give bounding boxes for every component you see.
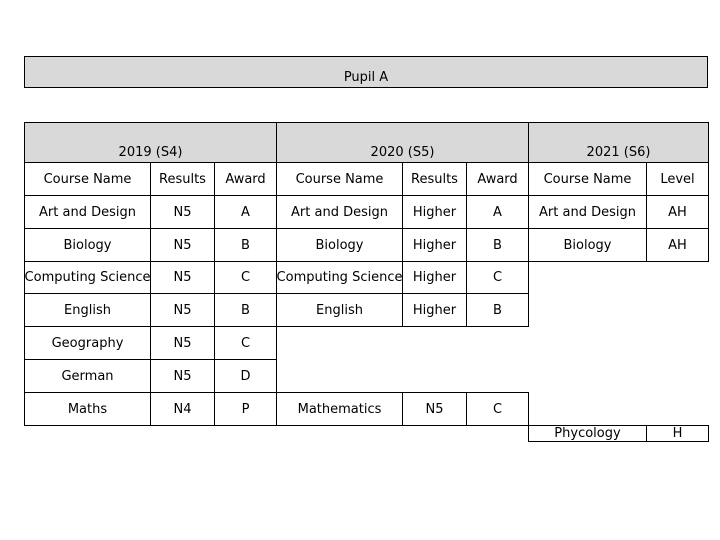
table-cell-2020-r1-c3: [466, 195, 529, 229]
column-header-2019-award: [214, 162, 277, 196]
table-cell-2020-r1-c2-text: Higher: [412, 204, 457, 220]
table-cell-2020-r4-c1-text: English: [316, 302, 363, 318]
table-cell-2019-r1-c3-text: A: [241, 204, 250, 220]
pupil-title: Pupil A: [343, 70, 389, 85]
table-cell-2020-r2-c2: [402, 228, 467, 262]
table-cell-2021-r2-c2-text: AH: [668, 237, 687, 253]
table-cell-2020-r1-c3-text: A: [493, 204, 502, 220]
table-cell-2021-r2-c1: [528, 228, 647, 262]
table-cell-2020-r3-c3-text: C: [492, 270, 503, 285]
table-cell-2019-r1-c2-text: N5: [173, 204, 192, 220]
table-cell-2019-r4-c3-text: B: [241, 302, 250, 318]
column-header-2020-course-name: [276, 162, 403, 196]
year-header-2019: [24, 122, 277, 163]
table-cell-2020-r7-c3-text: C: [492, 401, 503, 417]
column-header-2021-level: [646, 162, 709, 196]
year-header-2021-text: 2021 (S6): [586, 145, 651, 160]
table-cell-2020-r1-c1-text: Art and Design: [291, 204, 388, 220]
table-cell-2021-r1-c1-text: Art and Design: [539, 204, 636, 220]
table-cell-2019-r7-c1-text: Maths: [67, 401, 108, 417]
table-cell-2019-r2-c1: [24, 228, 151, 262]
table-cell-2020-r3-c1: [276, 261, 403, 294]
table-cell-2020-r4-c1: [276, 293, 403, 327]
column-header-2021-level-text: Level: [660, 171, 695, 187]
table-cell-2020-r4-c3-text: B: [493, 302, 502, 318]
table-cell-2019-r2-c1-text: Biology: [63, 237, 112, 253]
table-cell-2020-r4-c2: [402, 293, 467, 327]
table-cell-2020-r7-c1-text: Mathematics: [297, 401, 382, 417]
table-cell-2020-r2-c1: [276, 228, 403, 262]
table-cell-2021-r8-c1-text: Phycology: [554, 426, 621, 441]
column-header-2021-course-name: [528, 162, 647, 196]
table-cell-2019-r7-c2: [150, 392, 215, 426]
table-cell-2019-r3-c2: [150, 261, 215, 294]
table-cell-2021-r8-c1: [528, 425, 647, 442]
table-cell-2020-r2-c3-text: B: [493, 237, 502, 253]
table-cell-2019-r6-c3: [214, 359, 277, 393]
table-cell-2019-r4-c2-text: N5: [173, 302, 192, 318]
table-cell-2021-r1-c2: [646, 195, 709, 229]
column-header-2019-course-name-text: Course Name: [43, 171, 132, 187]
table-cell-2020-r2-c2-text: Higher: [412, 237, 457, 253]
table-cell-2020-r3-c2: [402, 261, 467, 294]
table-cell-2021-r2-c1-text: Biology: [563, 237, 612, 253]
table-cell-2019-r1-c3: [214, 195, 277, 229]
table-cell-2020-r3-c1-text: Computing Science: [276, 270, 403, 285]
table-cell-2019-r4-c2: [150, 293, 215, 327]
table-cell-2019-r6-c1: [24, 359, 151, 393]
table-cell-2019-r7-c3: [214, 392, 277, 426]
table-cell-2019-r5-c3-text: C: [240, 335, 251, 351]
pupil-title-bar: [24, 56, 708, 88]
table-cell-2021-r2-c2: [646, 228, 709, 262]
table-cell-2019-r5-c2: [150, 326, 215, 360]
column-header-2020-results: [402, 162, 467, 196]
column-header-2020-award-text: Award: [477, 171, 518, 187]
table-cell-2019-r7-c3-text: P: [241, 401, 250, 417]
table-cell-2021-r8-c2-text: H: [672, 426, 683, 441]
year-header-2020-text: 2020 (S5): [370, 145, 435, 160]
table-cell-2020-r7-c2: [402, 392, 467, 426]
table-cell-2019-r1-c1: [24, 195, 151, 229]
table-cell-2020-r1-c1: [276, 195, 403, 229]
table-cell-2019-r1-c2: [150, 195, 215, 229]
table-cell-2019-r2-c2: [150, 228, 215, 262]
column-header-2020-results-text: Results: [411, 171, 458, 187]
table-cell-2020-r7-c2-text: N5: [425, 401, 444, 417]
table-cell-2019-r3-c1-text: Computing Science: [24, 270, 151, 285]
table-cell-2020-r3-c2-text: Higher: [412, 270, 457, 285]
table-cell-2019-r6-c3-text: D: [240, 368, 251, 384]
table-cell-2019-r4-c3: [214, 293, 277, 327]
table-cell-2019-r2-c2-text: N5: [173, 237, 192, 253]
column-header-2019-course-name: [24, 162, 151, 196]
table-cell-2020-r4-c2-text: Higher: [412, 302, 457, 318]
table-cell-2019-r2-c3: [214, 228, 277, 262]
table-cell-2019-r1-c1-text: Art and Design: [39, 204, 136, 220]
table-cell-2021-r8-c2: [646, 425, 709, 442]
table-cell-2019-r7-c2-text: N4: [173, 401, 192, 417]
table-cell-2021-r1-c1: [528, 195, 647, 229]
table-cell-2020-r4-c3: [466, 293, 529, 327]
table-cell-2019-r3-c3: [214, 261, 277, 294]
column-header-2019-results: [150, 162, 215, 196]
column-header-2019-results-text: Results: [159, 171, 206, 187]
table-cell-2019-r6-c2: [150, 359, 215, 393]
table-cell-2021-r1-c2-text: AH: [668, 204, 687, 220]
column-header-2020-course-name-text: Course Name: [295, 171, 384, 187]
year-header-2021: [528, 122, 709, 163]
column-header-2019-award-text: Award: [225, 171, 266, 187]
table-cell-2019-r5-c3: [214, 326, 277, 360]
table-cell-2019-r4-c1-text: English: [64, 302, 111, 318]
table-cell-2019-r3-c1: [24, 261, 151, 294]
table-cell-2019-r2-c3-text: B: [241, 237, 250, 253]
table-cell-2019-r7-c1: [24, 392, 151, 426]
table-cell-2020-r2-c1-text: Biology: [315, 237, 364, 253]
table-cell-2019-r5-c2-text: N5: [173, 335, 192, 351]
table-cell-2020-r7-c1: [276, 392, 403, 426]
table-cell-2019-r5-c1-text: Geography: [51, 335, 124, 351]
table-cell-2019-r6-c1-text: German: [61, 368, 114, 384]
column-header-2021-course-name-text: Course Name: [543, 171, 632, 187]
table-cell-2020-r2-c3: [466, 228, 529, 262]
table-cell-2019-r6-c2-text: N5: [173, 368, 192, 384]
table-cell-2020-r3-c3: [466, 261, 529, 294]
year-header-2020: [276, 122, 529, 163]
year-header-2019-text: 2019 (S4): [118, 145, 183, 160]
table-cell-2019-r4-c1: [24, 293, 151, 327]
column-header-2020-award: [466, 162, 529, 196]
table-cell-2019-r3-c2-text: N5: [173, 270, 192, 285]
table-cell-2020-r7-c3: [466, 392, 529, 426]
table-cell-2020-r1-c2: [402, 195, 467, 229]
table-cell-2019-r5-c1: [24, 326, 151, 360]
table-cell-2019-r3-c3-text: C: [240, 270, 251, 285]
